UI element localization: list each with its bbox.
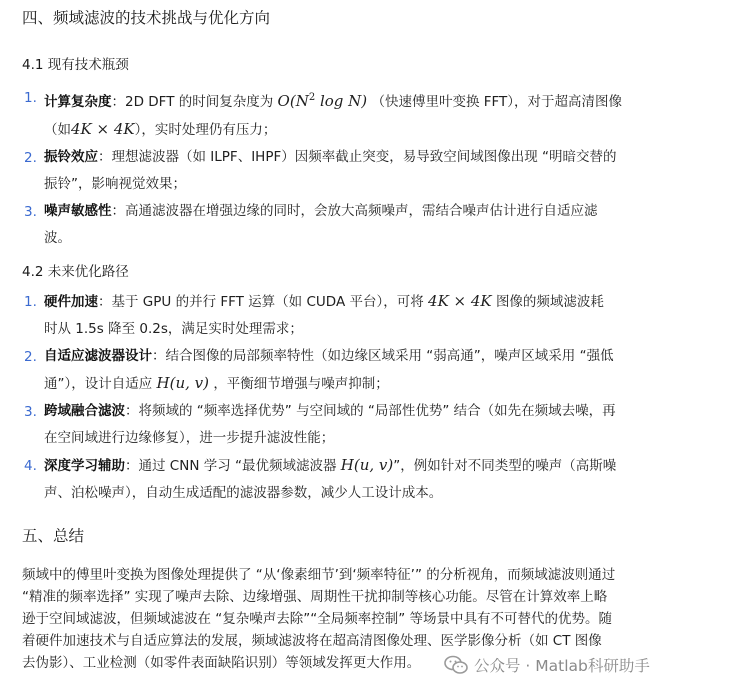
list-item [0,452,729,507]
list-number: 3. [24,204,37,220]
list-item-text: 噪声敏感性：高通滤波器在增强边缘的同时，会放大高频噪声，需结合噪声估计进行自适应滤 波。 [44,203,598,246]
summary-line: 着硬件加速技术与自适应算法的发展，频域滤波将在超高清图像处理、医学影像分析（如 CT 图像 [22,633,602,649]
watermark-text: 公众号 · Matlab科研助手 [474,657,650,675]
optimization-list [0,288,729,507]
list-item-label: 自适应滤波器设计 [44,348,152,364]
list-item-text: 自适应滤波器设计：结合图像的局部频率特性（如边缘区域采用 “弱高通”，噪声区域采用 “强低 通”），设计自适应 H(u, v) ，平衡细节增强与噪声抑制； [44,348,614,392]
list-item-label: 深度学习辅助 [44,458,125,474]
formula: 4K × 4K [71,120,135,138]
list-item-label: 跨域融合滤波 [44,403,125,419]
list-item-label: 噪声敏感性 [44,203,112,219]
list-item-text: 跨域融合滤波：将频域的 “频率选择优势” 与空间域的 “局部性优势” 结合（如先在频域去噪，再 在空间域进行边缘修复），进一步提升滤波性能； [44,403,616,446]
summary-line: 频域中的傅里叶变换为图像处理提供了 “从‘像素细节’到‘频率特征’” 的分析视角，而频域滤波则通过 [22,567,616,583]
list-number: 2. [24,349,37,365]
list-item [0,144,729,198]
subsection-4-2-title: 4.2 未来优化路径 [22,264,129,280]
list-item-text: 振铃效应：理想滤波器（如 ILPF、IHPF）因频率截止突变，易导致空间域图像出现 “明暗交替的 振铃”，影响视觉效果； [44,149,617,192]
list-item [0,288,729,343]
wechat-icon [444,655,468,675]
list-number: 2. [24,150,37,166]
subsection-4-1-title: 4.1 现有技术瓶颈 [22,57,129,73]
summary-line: “精准的频率选择” 实现了噪声去除、边缘增强、周期性干扰抑制等核心功能。尽管在计算效率上略 [22,589,608,605]
list-item-label: 计算复杂度 [44,94,112,110]
list-item-label: 振铃效应 [44,149,98,165]
list-item [0,343,729,398]
list-item-label: 硬件加速 [44,294,98,310]
list-item [0,198,729,252]
list-number: 4. [24,458,37,474]
section-4-title: 四、频域滤波的技术挑战与优化方向 [22,9,271,27]
list-number: 3. [24,404,37,420]
watermark [444,652,650,678]
list-number: 1. [24,294,37,310]
summary-line: 逊于空间域滤波，但频域滤波在 “复杂噪声去除”“全局频率控制” 等场景中具有不可替代的优势。随 [22,611,613,627]
list-item [0,398,729,452]
section-5-title: 五、总结 [22,527,85,545]
formula: H(u, v) [156,374,210,392]
list-item-text: 硬件加速：基于 GPU 的并行 FFT 运算（如 CUDA 平台），可将 4K × 4K 图像的频域滤波耗 时从 1.5s 降至 0.2s，满足实时处理需求； [44,292,604,337]
summary-line: 去伪影）、工业检测（如零件表面缺陷识别）等领域发挥更大作用。 [22,655,421,671]
list-item-text: 计算复杂度：2D DFT 的时间复杂度为 $O(N^2$ log N) （快速傅里叶变换 FFT），对于超高清图像 （如4K × 4K），实时处理仍有压力； [44,92,623,138]
formula: H(u, v) [340,456,394,474]
bottleneck-list [0,84,729,252]
list-item [0,84,729,144]
formula: $O(N^2$ log N) [277,92,368,110]
list-item-text: 深度学习辅助：通过 CNN 学习 “最优频域滤波器 H(u, v)”，例如针对不同类型的噪声（高斯噪 声、泊松噪声），自动生成适配的滤波器参数，减少人工设计成本。 [44,456,617,501]
formula: 4K × 4K [428,292,492,310]
list-number: 1. [24,90,37,106]
